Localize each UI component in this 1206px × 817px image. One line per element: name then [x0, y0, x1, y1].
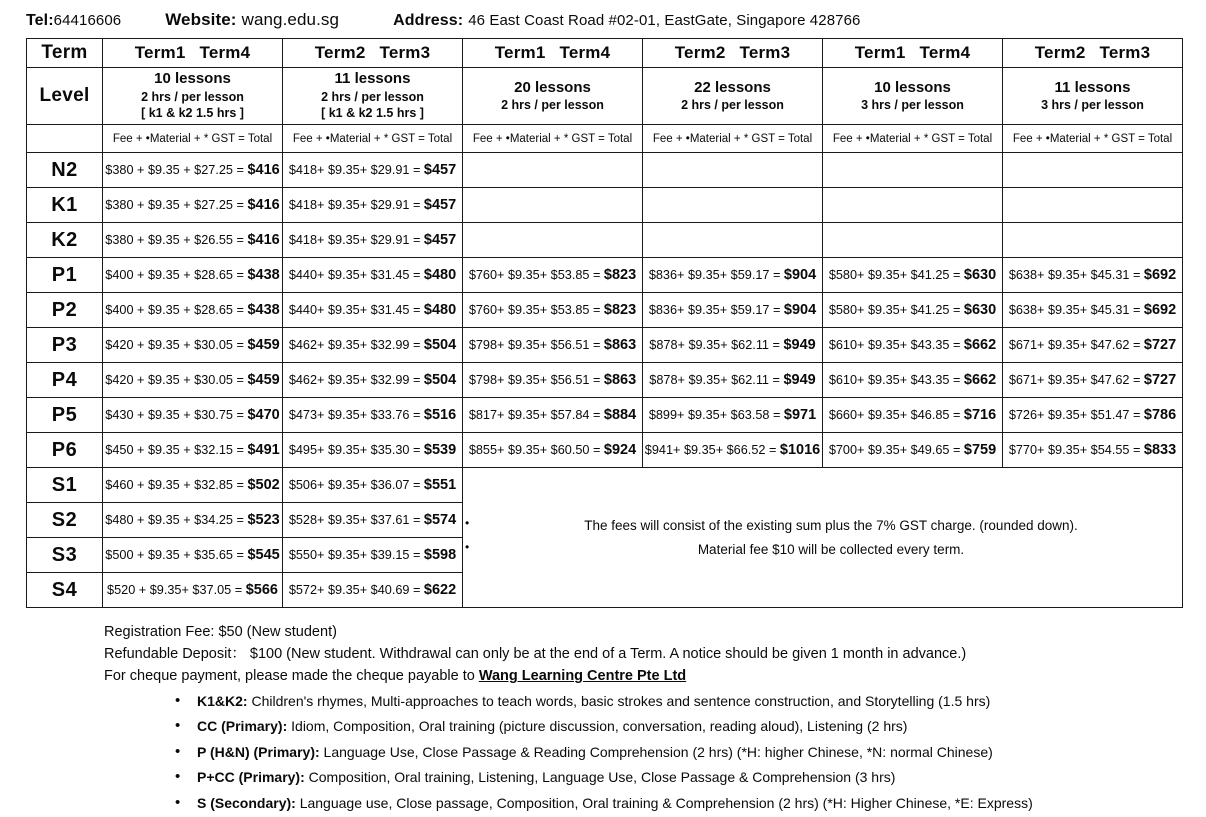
fee-cell: $572+ $9.35+ $40.69 = $622 — [283, 573, 463, 608]
column-header-terms-1: Term1 Term4 — [103, 39, 283, 68]
course-description: Language Use, Close Passage & Reading Comprehension (2 hrs) (*H: higher Chinese, *N: normal Chinese) — [319, 743, 993, 760]
fee-cell: $671+ $9.35+ $47.62 = $727 — [1003, 363, 1183, 398]
fee-cell: $610+ $9.35+ $43.35 = $662 — [823, 328, 1003, 363]
contact-bar — [0, 0, 1206, 38]
course-item-3 — [175, 740, 1206, 766]
fee-cell-empty — [643, 188, 823, 223]
course-name: P (H&N) (Primary): — [197, 743, 320, 760]
fee-cell-empty — [823, 188, 1003, 223]
level-label-P3: P3 — [27, 328, 103, 363]
fee-cell: $380 + $9.35 + $27.25 = $416 — [103, 153, 283, 188]
tel-value: 64416606 — [53, 12, 122, 29]
column-header-terms-4: Term2 Term3 — [643, 39, 823, 68]
column-header-lessons-4: 22 lessons 2 hrs / per lesson — [643, 68, 823, 125]
course-name: K1&K2: — [197, 692, 248, 709]
fee-cell: $418+ $9.35+ $29.91 = $457 — [283, 188, 463, 223]
fee-cell: $580+ $9.35+ $41.25 = $630 — [823, 293, 1003, 328]
fee-cell-empty — [463, 153, 643, 188]
level-label-K1: K1 — [27, 188, 103, 223]
fee-cell: $495+ $9.35+ $35.30 = $539 — [283, 433, 463, 468]
course-item-4 — [175, 765, 1206, 791]
fee-cell: $899+ $9.35+ $63.58 = $971 — [643, 398, 823, 433]
column-header-lessons-2: 11 lessons 2 hrs / per lesson [ k1 & k2 1.5 hrs ] — [283, 68, 463, 125]
fee-cell: $760+ $9.35+ $53.85 = $823 — [463, 258, 643, 293]
header-row-formula — [27, 125, 1183, 153]
fee-cell: $400 + $9.35 + $28.65 = $438 — [103, 293, 283, 328]
corner-term-label: Term — [27, 39, 103, 68]
fee-cell: $506+ $9.35+ $36.07 = $551 — [283, 468, 463, 503]
column-header-lessons-1: 10 lessons 2 hrs / per lesson [ k1 & k2 1.5 hrs ] — [103, 68, 283, 125]
table-row — [27, 223, 1183, 258]
fee-cell: $798+ $9.35+ $56.51 = $863 — [463, 328, 643, 363]
gst-notes-block — [463, 468, 1183, 608]
column-formula-1: Fee + •Material + * GST = Total — [103, 125, 283, 153]
fee-cell: $420 + $9.35 + $30.05 = $459 — [103, 328, 283, 363]
formula-row-corner — [27, 125, 103, 153]
course-description: Composition, Oral training, Listening, Language Use, Close Passage & Comprehension (3 hrs) — [304, 769, 896, 786]
fee-cell: $460 + $9.35 + $32.85 = $502 — [103, 468, 283, 503]
course-name: S (Secondary): — [197, 794, 296, 811]
column-formula-5: Fee + •Material + * GST = Total — [823, 125, 1003, 153]
fee-cell: $798+ $9.35+ $56.51 = $863 — [463, 363, 643, 398]
fee-cell: $450 + $9.35 + $32.15 = $491 — [103, 433, 283, 468]
footer-notes — [0, 608, 1206, 817]
fee-cell-empty — [823, 153, 1003, 188]
fee-cell: $836+ $9.35+ $59.17 = $904 — [643, 258, 823, 293]
tel-label: Tel: — [26, 12, 54, 29]
fee-cell: $400 + $9.35 + $28.65 = $438 — [103, 258, 283, 293]
level-label-P6: P6 — [27, 433, 103, 468]
level-label-N2: N2 — [27, 153, 103, 188]
fee-cell: $836+ $9.35+ $59.17 = $904 — [643, 293, 823, 328]
column-formula-6: Fee + •Material + * GST = Total — [1003, 125, 1183, 153]
column-header-lessons-6: 11 lessons 3 hrs / per lesson — [1003, 68, 1183, 125]
gst-note-item-2: • Material fee $10 will be collected every term. — [463, 538, 1182, 562]
fee-cell: $638+ $9.35+ $45.31 = $692 — [1003, 293, 1183, 328]
fee-cell-empty — [1003, 153, 1183, 188]
table-row — [27, 258, 1183, 293]
website-value: wang.edu.sg — [241, 10, 340, 29]
fee-table-container — [0, 38, 1206, 608]
fee-cell: $660+ $9.35+ $46.85 = $716 — [823, 398, 1003, 433]
course-name: CC (Primary): — [197, 718, 288, 735]
fee-cell: $473+ $9.35+ $33.76 = $516 — [283, 398, 463, 433]
fee-cell: $610+ $9.35+ $43.35 = $662 — [823, 363, 1003, 398]
fee-cell: $462+ $9.35+ $32.99 = $504 — [283, 328, 463, 363]
column-header-terms-3: Term1 Term4 — [463, 39, 643, 68]
fee-cell: $580+ $9.35+ $41.25 = $630 — [823, 258, 1003, 293]
fee-cell: $462+ $9.35+ $32.99 = $504 — [283, 363, 463, 398]
header-row-lessons — [27, 68, 1183, 125]
header-row-terms — [27, 39, 1183, 68]
column-header-lessons-3: 20 lessons 2 hrs / per lesson — [463, 68, 643, 125]
corner-level-label: Level — [27, 68, 103, 125]
fee-cell: $480 + $9.35 + $34.25 = $523 — [103, 503, 283, 538]
fee-schedule-table — [26, 38, 1183, 608]
fee-cell: $941+ $9.35+ $66.52 = $1016 — [643, 433, 823, 468]
fee-cell-empty — [463, 223, 643, 258]
contact-tel — [26, 12, 121, 30]
level-label-S2: S2 — [27, 503, 103, 538]
contact-website — [165, 10, 339, 30]
fee-cell: $430 + $9.35 + $30.75 = $470 — [103, 398, 283, 433]
fee-cell: $638+ $9.35+ $45.31 = $692 — [1003, 258, 1183, 293]
address-label: Address: — [393, 12, 464, 29]
course-name: P+CC (Primary): — [197, 769, 305, 786]
level-label-P2: P2 — [27, 293, 103, 328]
fee-cell-empty — [1003, 223, 1183, 258]
table-row — [27, 188, 1183, 223]
fee-cell: $500 + $9.35 + $35.65 = $545 — [103, 538, 283, 573]
refundable-deposit-line: Refundable Deposit： $100 (New student. Withdrawal can only be at the end of a Term. A notice should be given 1 month in advance.) — [104, 646, 967, 663]
registration-fee-line: Registration Fee: $50 (New student) — [104, 624, 337, 640]
column-header-terms-6: Term2 Term3 — [1003, 39, 1183, 68]
fee-cell: $726+ $9.35+ $51.47 = $786 — [1003, 398, 1183, 433]
cheque-payee: Wang Learning Centre Pte Ltd — [478, 668, 687, 685]
fee-cell: $380 + $9.35 + $26.55 = $416 — [103, 223, 283, 258]
fee-cell: $418+ $9.35+ $29.91 = $457 — [283, 223, 463, 258]
fee-cell: $817+ $9.35+ $57.84 = $884 — [463, 398, 643, 433]
fee-cell: $550+ $9.35+ $39.15 = $598 — [283, 538, 463, 573]
address-value: 46 East Coast Road #02-01, EastGate, Singapore 428766 — [468, 12, 861, 29]
column-header-terms-2: Term2 Term3 — [283, 39, 463, 68]
level-label-P5: P5 — [27, 398, 103, 433]
table-row — [27, 153, 1183, 188]
level-label-K2: K2 — [27, 223, 103, 258]
course-description: Children's rhymes, Multi-approaches to teach words, basic strokes and sentence construction, and Storytelling (1.5 hrs) — [247, 692, 991, 709]
table-row — [27, 363, 1183, 398]
fee-cell-empty — [643, 153, 823, 188]
fee-cell: $671+ $9.35+ $47.62 = $727 — [1003, 328, 1183, 363]
column-formula-2: Fee + •Material + * GST = Total — [283, 125, 463, 153]
fee-cell: $700+ $9.35+ $49.65 = $759 — [823, 433, 1003, 468]
column-header-terms-5: Term1 Term4 — [823, 39, 1003, 68]
course-description: Language use, Close passage, Composition, Oral training & Comprehension (2 hrs) (*H: Higher Chinese, *E: Express) — [295, 794, 1033, 811]
fee-cell: $440+ $9.35+ $31.45 = $480 — [283, 258, 463, 293]
fee-cell: $418+ $9.35+ $29.91 = $457 — [283, 153, 463, 188]
column-formula-4: Fee + •Material + * GST = Total — [643, 125, 823, 153]
course-description: Idiom, Composition, Oral training (picture discussion, conversation, reading aloud), Listening (2 hrs) — [287, 718, 908, 735]
fee-cell: $760+ $9.35+ $53.85 = $823 — [463, 293, 643, 328]
cheque-payment-text: For cheque payment, please made the cheque payable to — [104, 668, 479, 685]
fee-cell-empty — [463, 188, 643, 223]
fee-cell-empty — [1003, 188, 1183, 223]
fee-cell: $380 + $9.35 + $27.25 = $416 — [103, 188, 283, 223]
fee-cell: $520 + $9.35+ $37.05 = $566 — [103, 573, 283, 608]
fee-cell: $878+ $9.35+ $62.11 = $949 — [643, 363, 823, 398]
cheque-payment-line — [104, 665, 1206, 687]
column-formula-3: Fee + •Material + * GST = Total — [463, 125, 643, 153]
website-label: Website: — [165, 10, 237, 29]
fee-cell: $878+ $9.35+ $62.11 = $949 — [643, 328, 823, 363]
payment-terms — [0, 621, 1206, 688]
level-label-S1: S1 — [27, 468, 103, 503]
level-label-P4: P4 — [27, 363, 103, 398]
course-item-2 — [175, 714, 1206, 740]
fee-cell-empty — [643, 223, 823, 258]
table-row — [27, 468, 1183, 503]
fee-cell: $770+ $9.35+ $54.55 = $833 — [1003, 433, 1183, 468]
column-header-lessons-5: 10 lessons 3 hrs / per lesson — [823, 68, 1003, 125]
fee-cell: $855+ $9.35+ $60.50 = $924 — [463, 433, 643, 468]
gst-note-item-1: • The fees will consist of the existing sum plus the 7% GST charge. (rounded down). — [463, 514, 1182, 538]
course-description-list — [0, 689, 1206, 817]
fee-cell-empty — [823, 223, 1003, 258]
course-item-1 — [175, 689, 1206, 715]
level-label-S4: S4 — [27, 573, 103, 608]
level-label-P1: P1 — [27, 258, 103, 293]
level-label-S3: S3 — [27, 538, 103, 573]
table-row — [27, 328, 1183, 363]
table-row — [27, 398, 1183, 433]
contact-address — [393, 12, 860, 30]
fee-cell: $440+ $9.35+ $31.45 = $480 — [283, 293, 463, 328]
table-row — [27, 433, 1183, 468]
course-item-5 — [175, 791, 1206, 817]
table-row — [27, 293, 1183, 328]
fee-cell: $420 + $9.35 + $30.05 = $459 — [103, 363, 283, 398]
fee-cell: $528+ $9.35+ $37.61 = $574 — [283, 503, 463, 538]
